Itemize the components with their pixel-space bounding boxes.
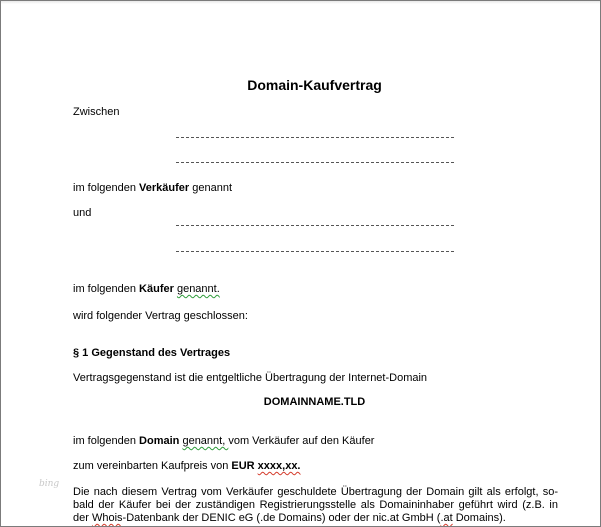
document-title: Domain-Kaufvertrag: [247, 77, 382, 93]
seller-blank-line-1: [176, 137, 454, 138]
buyer-blank-line-1: [176, 225, 454, 226]
watermark: bing: [39, 479, 60, 489]
domain-pre: im folgenden: [73, 435, 140, 447]
domain-term: Domain: [139, 435, 180, 447]
buyer-post: genannt.: [176, 283, 220, 295]
buyer-blank-line-2: [176, 251, 454, 252]
seller-blank-line-2: [176, 162, 454, 163]
between-label: Zwischen: [73, 106, 120, 118]
seller-definition: [73, 181, 232, 195]
price-value: xxxx,xx.: [257, 460, 301, 472]
whois-term: Whois: [91, 512, 123, 524]
transfer-line-3: [73, 512, 558, 525]
section1-text: Vertragsgegenstand ist die entgeltliche Übertragung der Internet-Domain: [73, 372, 428, 384]
transfer-line3-pre: der: [73, 512, 92, 524]
page-top-edge: [1, 1, 600, 4]
buyer-pre: im folgenden: [73, 283, 140, 295]
domain-post: vom Verkäufer auf den Käufer: [228, 435, 375, 447]
buyer-term: Käufer: [139, 283, 174, 295]
buyer-definition: [73, 282, 220, 296]
domain-name: DOMAINNAME.TLD: [263, 396, 366, 408]
transfer-line3-mid: -Datenbank der DENIC eG (.de Domains) oder der nic.at GmbH (: [122, 512, 441, 524]
section1-heading: § 1 Gegenstand des Vertrages: [73, 347, 231, 359]
transfer-line-1: Die nach diesem Vertrag vom Verkäufer geschuldete Übertragung der Domain gilt als erfolgt, so-: [73, 486, 558, 498]
price-pre: zum vereinbarten Kaufpreis von: [73, 460, 232, 472]
seller-term: Verkäufer: [139, 182, 190, 194]
price-currency: EUR: [231, 460, 255, 472]
seller-post: genannt: [189, 182, 233, 194]
domain-mid: genannt,: [182, 435, 229, 447]
and-label: und: [73, 207, 92, 219]
price-line: [73, 459, 301, 473]
transfer-line-2: bald der Käufer bei der zuständigen Registrierungsstelle als Domaininhaber geführt wird (z.B. in: [73, 499, 558, 511]
domain-definition: [73, 434, 374, 448]
transfer-line3-post: Domains).: [452, 512, 506, 524]
at-term: .at: [440, 512, 453, 524]
seller-pre: im folgenden: [73, 182, 140, 194]
transfer-paragraph: [73, 486, 558, 525]
contract-intro: wird folgender Vertrag geschlossen:: [73, 310, 248, 322]
